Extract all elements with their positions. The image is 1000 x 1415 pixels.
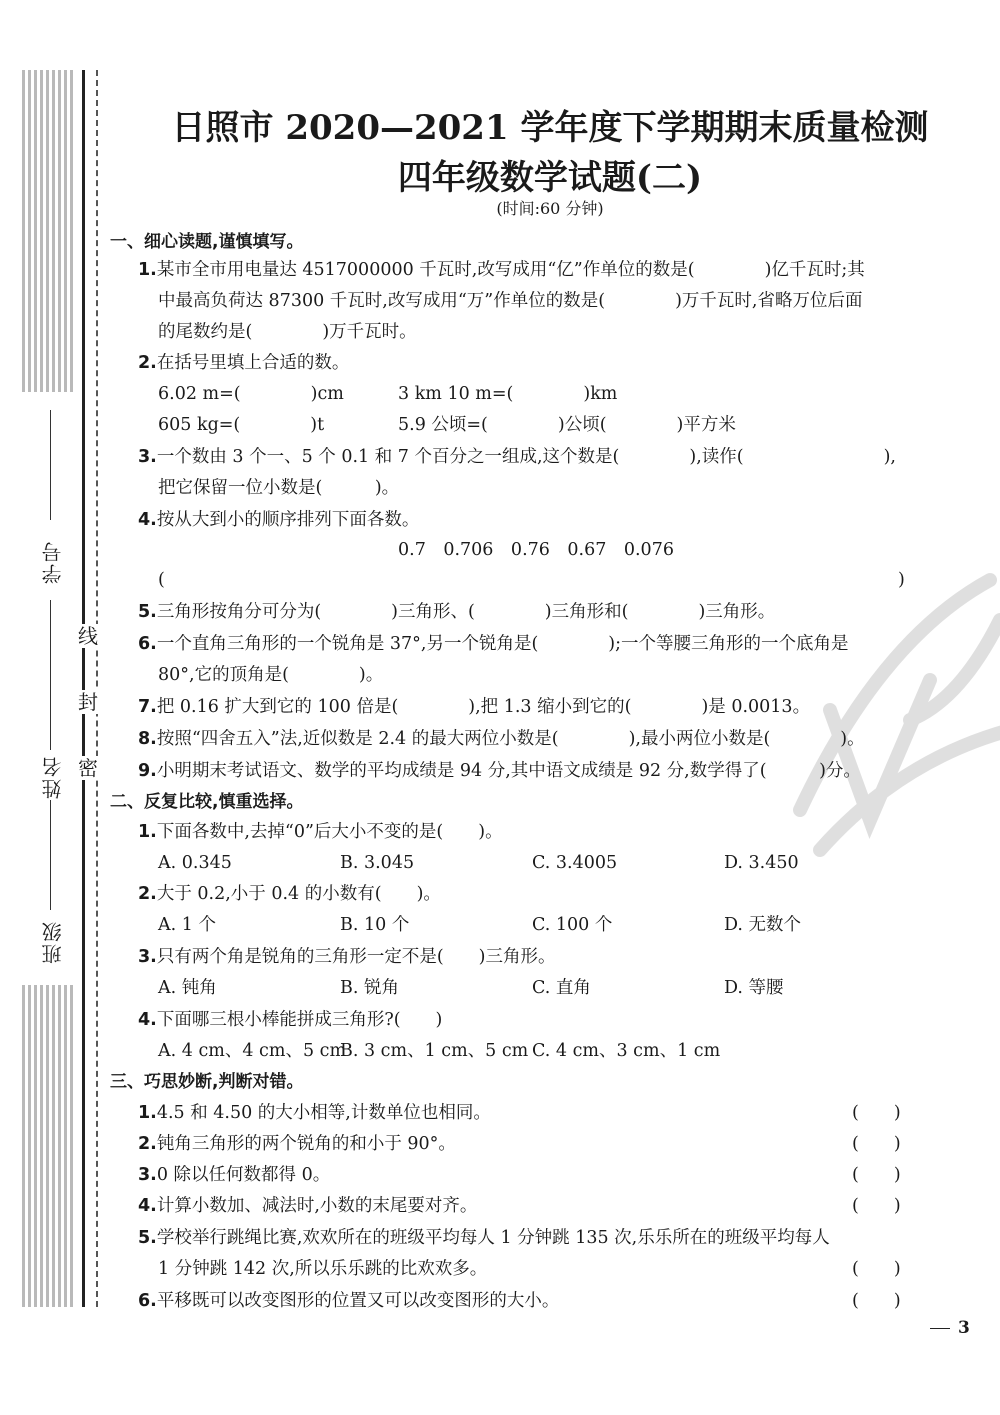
s3-q2-line [138,1132,456,1156]
s1-q5-line [138,600,775,624]
s3-q6-text: 平移既可以改变图形的位置又可以改变图形的大小。 [156,1291,560,1311]
binding-stripe-top [22,70,74,392]
s3-q4-num: 4. [138,1196,157,1216]
s2-q1-text: 下面各数中,去掉“0”后大小不变的是( )。 [156,822,503,842]
s2-q1-option-c: C. 3.4005 [532,853,618,873]
s1-q9-line [138,759,861,783]
s2-q3-option-c: C. 直角 [532,978,591,998]
s1-q1-text1: 某市全市用电量达 4517000000 千瓦时,改写成用“亿”作单位的数是( )亿千瓦时;其 [156,260,865,280]
s1-q8-text: 按照“四舍五入”法,近似数是 2.4 的最大两位小数是( ),最小两位小数是( )。 [156,729,865,749]
s1-q5-text: 三角形按角分可分为( )三角形、( )三角形和( )三角形。 [156,602,776,622]
s1-q4-close: ) [898,570,905,590]
s3-q5-line2: 1 分钟跳 142 次,所以乐乐跳的比欢欢多。 [158,1259,488,1279]
binding-solid-line [82,70,85,1307]
s3-q6-answer-box: ( ) [852,1291,901,1311]
s1-q7-num: 7. [138,697,157,717]
s1-q1-line3: 的尾数约是( )万千瓦时。 [158,322,417,342]
s2-q4-line [138,1008,442,1032]
page-number-value: 3 [958,1318,970,1338]
seal-char-mi: 密 [78,756,98,780]
s3-q1-line [138,1101,491,1125]
class-blank [50,800,51,910]
s2-q3-option-d: D. 等腰 [724,978,784,998]
s1-q8-num: 8. [138,729,157,749]
binding-dashed-line [96,70,98,1307]
exam-time: (时间:60 分钟) [496,199,604,218]
s1-q3-num: 3. [138,447,157,467]
s3-q1-num: 1. [138,1103,157,1123]
s1-q2-b: 3 km 10 m=( )km [398,384,618,404]
page-number-dash [930,1328,950,1330]
name-label: 姓名 [41,755,65,799]
s1-q2-num: 2. [138,353,157,373]
s2-q2-option-d: D. 无数个 [724,915,802,935]
s3-q3-text: 0 除以任何数都得 0。 [156,1165,331,1185]
s3-q6-num: 6. [138,1291,157,1311]
s2-q2-option-b: B. 10 个 [340,915,410,935]
s1-q2-line [138,351,349,375]
s1-q2-c: 605 kg=( )t [158,415,325,435]
s1-q9-num: 9. [138,761,157,781]
s1-q6-line1 [138,632,849,656]
s1-q1-num: 1. [138,260,157,280]
s3-q2-text: 钝角三角形的两个锐角的和小于 90°。 [156,1134,456,1154]
s1-q7-text: 把 0.16 扩大到它的 100 倍是( ),把 1.3 缩小到它的( )是 0.0013。 [156,697,811,717]
s3-q4-text: 计算小数加、减法时,小数的末尾要对齐。 [156,1196,478,1216]
s2-q1-option-a: A. 0.345 [158,853,232,873]
s2-q4-option-b: B. 3 cm、1 cm、5 cm [340,1041,529,1061]
s3-q3-line [138,1163,330,1187]
s3-q5-num: 5. [138,1228,157,1248]
s1-q1-line2: 中最高负荷达 87300 千瓦时,改写成用“万”作单位的数是( )万千瓦时,省略万位后面 [158,291,863,311]
s3-q5-answer-box: ( ) [852,1259,901,1279]
s3-q1-text: 4.5 和 4.50 的大小相等,计数单位也相同。 [156,1103,491,1123]
s3-q5-text1: 学校举行跳绳比赛,欢欢所在的班级平均每人 1 分钟跳 135 次,乐乐所在的班级平均每人 [156,1228,830,1248]
s1-q3-text1: 一个数由 3 个一、5 个 0.1 和 7 个百分之一组成,这个数是( ),读作( ), [156,447,896,467]
s1-q6-num: 6. [138,634,157,654]
s2-q1-num: 1. [138,822,157,842]
s2-q1-option-d: D. 3.450 [724,853,799,873]
s2-q4-num: 4. [138,1010,157,1030]
s1-q3-line2: 把它保留一位小数是( )。 [158,478,400,498]
s2-q3-text: 只有两个角是锐角的三角形一定不是( )三角形。 [156,947,556,967]
s3-q4-answer-box: ( ) [852,1196,901,1216]
s3-q4-line [138,1194,477,1218]
s3-q3-num: 3. [138,1165,157,1185]
binding-stripe-bottom [22,985,74,1307]
s1-q9-text: 小明期末考试语文、数学的平均成绩是 94 分,其中语文成绩是 92 分,数学得了( )分。 [156,761,861,781]
seal-char-xian: 线 [78,624,98,648]
s3-q6-line [138,1289,559,1313]
s3-q2-answer-box: ( ) [852,1134,901,1154]
s1-q4-open: ( [158,570,165,590]
section1-heading: 一、细心读题,谨慎填写。 [110,232,304,252]
s1-q6-line2: 80°,它的顶角是( )。 [158,665,384,685]
student-no-blank [50,410,51,520]
s1-q4-num: 4. [138,510,157,530]
section3-heading: 三、巧思妙断,判断对错。 [110,1072,304,1092]
exam-title-line1: 日照市 2020—2021 学年度下学期期末质量检测 [171,108,929,148]
s2-q1-line [138,820,503,844]
s2-q2-text: 大于 0.2,小于 0.4 的小数有( )。 [156,884,441,904]
page-number [930,1318,970,1338]
s1-q6-text1: 一个直角三角形的一个锐角是 37°,另一个锐角是( );一个等腰三角形的一个底角是 [156,634,849,654]
s2-q4-text: 下面哪三根小棒能拼成三角形?( ) [156,1010,443,1030]
s2-q4-option-a: A. 4 cm、4 cm、5 cm [158,1041,347,1061]
class-label: 班级 [41,920,65,964]
s1-q4-text: 按从大到小的顺序排列下面各数。 [156,510,420,530]
s2-q2-line [138,882,441,906]
s2-q2-option-a: A. 1 个 [158,915,216,935]
watermark-text [880,705,1000,775]
s1-q4-line [138,508,419,532]
s2-q3-option-b: B. 锐角 [340,978,399,998]
s3-q2-num: 2. [138,1134,157,1154]
s3-q5-line1 [138,1226,830,1250]
s1-q2-text: 在括号里填上合适的数。 [156,353,350,373]
s1-q4-numbers: 0.7 0.706 0.76 0.67 0.076 [398,540,674,560]
s1-q2-d: 5.9 公顷=( )公顷( )平方米 [398,415,736,435]
s2-q3-line [138,945,555,969]
student-no-label: 学号 [41,540,65,584]
s1-q8-line [138,727,865,751]
s1-q2-a: 6.02 m=( )cm [158,384,344,404]
s2-q1-option-b: B. 3.045 [340,853,415,873]
s2-q2-option-c: C. 100 个 [532,915,613,935]
s2-q3-option-a: A. 钝角 [158,978,217,998]
section2-heading: 二、反复比较,慎重选择。 [110,792,304,812]
s3-q3-answer-box: ( ) [852,1165,901,1185]
s2-q2-num: 2. [138,884,157,904]
name-blank [50,600,51,750]
s2-q3-num: 3. [138,947,157,967]
s1-q3-line1 [138,445,896,469]
exam-title-line2: 四年级数学试题(二) [397,158,703,198]
s3-q1-answer-box: ( ) [852,1103,901,1123]
s2-q4-option-c: C. 4 cm、3 cm、1 cm [532,1041,721,1061]
s1-q1-line1 [138,258,865,282]
s1-q5-num: 5. [138,602,157,622]
s1-q7-line [138,695,810,719]
seal-char-feng: 封 [78,690,98,714]
